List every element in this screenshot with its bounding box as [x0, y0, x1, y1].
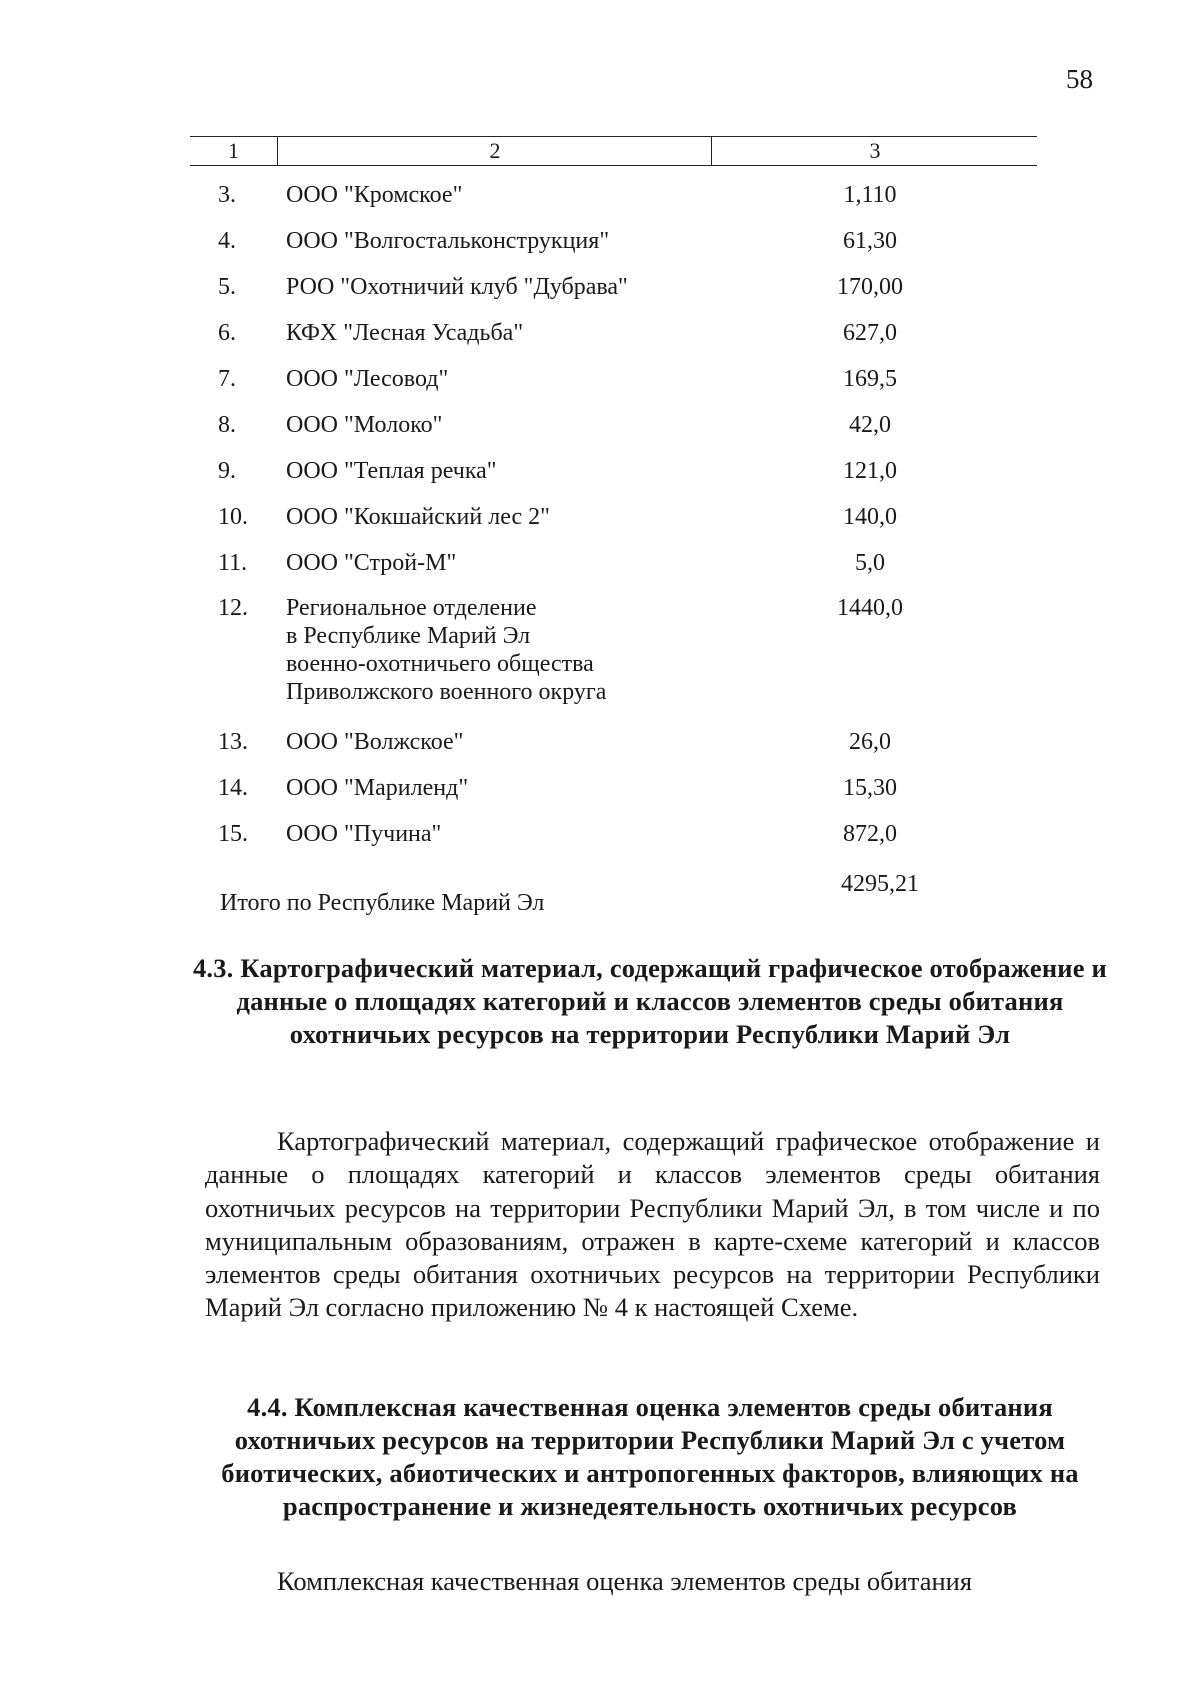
area-value: 1,110	[843, 182, 897, 208]
area-value: 872,0	[843, 821, 897, 847]
area-value: 170,00	[837, 274, 903, 300]
area-value: 42,0	[849, 412, 891, 438]
row-number: 10.	[218, 504, 248, 530]
column-header-3: 3	[711, 137, 1038, 165]
area-value: 26,0	[849, 729, 891, 755]
section-text-4-3: Картографический материал, содержащий графическое отображение и данные о площадях категорий и классов элементов среды обитания охотничьих ресурсов на территории Республики Марий Эл, в том числе и по муниципальным образованиям, отражен в карте-схеме категорий и классов элементов среды обитания охотничьих ресурсов на территории Республики Марий Эл согласно приложению № 4 к настоящей Схеме.	[205, 1126, 1100, 1323]
row-number: 4.	[218, 228, 236, 254]
row-number: 13.	[218, 729, 248, 755]
row-number: 9.	[218, 458, 236, 484]
row-number: 8.	[218, 412, 236, 438]
organization-name: ООО "Пучина"	[286, 821, 442, 847]
area-value: 1440,0	[837, 595, 903, 621]
row-number: 3.	[218, 182, 236, 208]
area-value: 15,30	[843, 775, 897, 801]
total-value: 4295,21	[841, 871, 919, 897]
column-header-1: 1	[228, 138, 239, 163]
area-value: 121,0	[843, 458, 897, 484]
area-value: 169,5	[843, 366, 897, 392]
organization-name: Региональное отделение в Республике Марий Эл военно-охотничьего общества Приволжского военного округа	[286, 595, 607, 705]
section-heading-4-4: 4.4. Комплексная качественная оценка элементов среды обитания охотничьих ресурсов на территории Республики Марий Эл с учетом биотических, абиотических и антропогенных факторов, влияющих на распространение и жизнедеятельность охотничьих ресурсов	[221, 1392, 1079, 1521]
organization-name: ООО "Теплая речка"	[286, 458, 497, 484]
organization-name: ООО "Мариленд"	[286, 775, 469, 801]
total-label: Итого по Республике Марий Эл	[220, 890, 545, 916]
section-text-4-4: Комплексная качественная оценка элементов среды обитания	[277, 1566, 973, 1596]
area-value: 140,0	[843, 504, 897, 530]
organization-name: ООО "Лесовод"	[286, 366, 449, 392]
organization-name: КФХ "Лесная Усадьба"	[286, 320, 524, 346]
page-number: 58	[1066, 64, 1093, 94]
row-number: 6.	[218, 320, 236, 346]
organization-name: ООО "Строй-М"	[286, 550, 457, 576]
organization-name: ООО "Кромское"	[286, 182, 463, 208]
row-number: 7.	[218, 366, 236, 392]
organization-name: ООО "Кокшайский лес 2"	[286, 504, 550, 530]
organization-name: ООО "Волжское"	[286, 729, 464, 755]
area-value: 627,0	[843, 320, 897, 346]
table-header	[190, 136, 1037, 166]
section-heading-4-3: 4.3. Картографический материал, содержащий графическое отображение и данные о площадях категорий и классов элементов среды обитания охотничьих ресурсов на территории Республики Марий Эл	[192, 953, 1108, 1049]
row-number: 5.	[218, 274, 236, 300]
column-header-2: 2	[277, 137, 712, 165]
row-number: 12.	[218, 595, 248, 621]
row-number: 15.	[218, 821, 248, 847]
organization-name: ООО "Молоко"	[286, 412, 443, 438]
area-value: 5,0	[855, 550, 885, 576]
organization-name: ООО "Волгостальконструкция"	[286, 228, 610, 254]
organization-name: РОО "Охотничий клуб "Дубрава"	[286, 274, 628, 300]
area-value: 61,30	[843, 228, 897, 254]
row-number: 14.	[218, 775, 248, 801]
row-number: 11.	[218, 550, 248, 576]
